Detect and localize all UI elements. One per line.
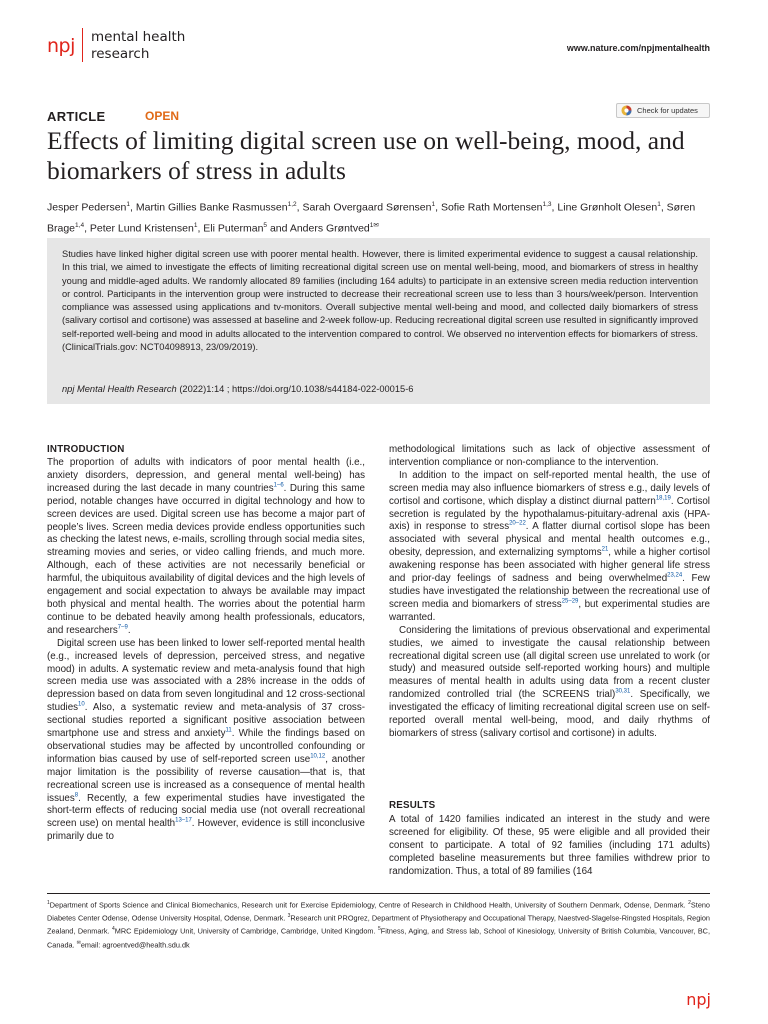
results-paragraph-1: A total of 1420 families indicated an interest in the study and were screened for eligibility. Of these, 95 were eligible and all provided their consent to participate. A total of 92 families (including 171 adults) completed baseline measurements but three families withdrew prior to randomization. Thus, a total of 89 families (164	[389, 814, 710, 877]
affiliation-text: MRC Epidemiology Unit, University of Cambridge, Cambridge, United Kingdom.	[114, 926, 378, 936]
author-affiliation: 1	[126, 201, 131, 208]
author-name[interactable]: Line Grønholt Olesen	[557, 201, 658, 214]
journal-name-line1: mental health	[91, 29, 186, 45]
affiliation-number: 1	[47, 900, 50, 906]
author-affiliation: 1,2	[287, 201, 297, 208]
intro-paragraph-3: In addition to the impact on self-reported mental health, the use of screen media may also influence biomarkers of stress e.g., daily levels of cortisol and cortisone, which display a distinct diurnal pattern$^{18,19}$. Cortisol secretion is regulated by the hypothalamus-pituitary-adrenal axis (HPA-axis) in response to stress$^{20-22}$. A flatter diurnal cortisol slope has been associated with several physical and mental health outcomes e.g., obesity, depression, and externalizing symptoms$^{21}$, while a higher cortisol awakening response has been associated with higher general life stress and prior-day feelings of sadness and being overwhelmed$^{23,24}$. Few studies have investigated the relationship between the recreational use of screen media and biomarkers of stress$^{25-29}$, but experimental studies are warranted.	[389, 469, 710, 623]
right-column	[389, 444, 710, 741]
intro-paragraph-4: Considering the limitations of previous observational and experimental studies, we aimed to investigate the causal relationship between recreational digital screen use (all digital screen use unrelated to work (or study) and measured outside self-reported working hours) and multiple measures of mental health in adults using data from a recent cluster randomized controlled trial (the SCREENS trial)$^{30,31}$. Specifically, we investigated the efficacy of limiting recreational digital screen use on self-reported overall mental well-being, mood, and daily rhythms of biomarkers of stress (salivary cortisol and cortisone) in adults.	[389, 624, 710, 739]
left-column	[47, 457, 365, 844]
check-for-updates-button[interactable]	[616, 103, 710, 118]
reference-citation[interactable]: 13–17	[175, 818, 192, 825]
abstract-text: Studies have linked higher digital screen use with poorer mental health. However, there is limited experimental evidence to suggest a causal relationship. In this trial, we aimed to investigate the effects of limiting recreational digital screen use on mental well-being, mood, and biomarkers of stress in healthy young and middle-aged adults. We randomly allocated 89 families (including 164 adults) to participate in an extensive screen media reduction intervention or control. Participants in the intervention group were instructed to decrease their recreational screen use to less than 3 hours/week/person. Intervention compliance was assessed using applications and tv-monitors. Overall subjective mental well-being and mood, and collected daily biomarkers of stress (salivary cortisol and cortisone) was assessed at baseline and 2-week follow-up. Reducing recreational digital screen use resulted in significantly improved self-reported well-being and mood in adults allocated to the intervention compared to control. We observed no intervention effects for biomarkers of stress. (ClinicalTrials.gov: NCT04098913, 23/09/2019).	[62, 249, 698, 353]
reference-citation[interactable]: 23,24	[667, 572, 683, 579]
reference-citation[interactable]: 10	[78, 701, 85, 708]
reference-citation[interactable]: 30,31	[615, 688, 631, 695]
article-type: ARTICLE	[47, 109, 106, 124]
reference-citation[interactable]: 7–9	[117, 624, 128, 631]
author-affiliation: 1,3	[542, 201, 552, 208]
author-name[interactable]: Anders Grøntved	[289, 222, 370, 234]
npj-logo: npj	[47, 35, 75, 57]
reference-citation[interactable]: 8	[74, 792, 79, 799]
author-name[interactable]: Jesper Pedersen	[47, 201, 127, 214]
affiliation-text: email: agroentved@health.sdu.dk	[80, 940, 190, 950]
citation-journal: npj Mental Health Research	[62, 384, 177, 394]
author-name[interactable]: Sofie Rath Mortensen	[440, 201, 543, 214]
affiliation-text: Steno Diabetes Center Odense, Odense University Hospital, Odense, Denmark.	[47, 900, 710, 923]
journal-name-line2: research	[91, 46, 150, 62]
results-column	[389, 814, 710, 879]
reference-citation[interactable]: 21	[601, 546, 609, 553]
author-affiliation: 1	[193, 221, 198, 229]
author-name[interactable]: Martin Gillies Banke Rasmussen	[135, 201, 288, 214]
author-affiliation: 1	[431, 201, 436, 208]
affiliation-text: Department of Sports Science and Clinical Biomechanics, Research unit for Exercise Epidemiology, Centre of Research in Childhood Health, University of Southern Denmark, Odense, Denmark.	[49, 900, 689, 910]
reference-citation[interactable]: 11	[225, 727, 232, 734]
citation-doi[interactable]: (2022)1:14 ; https://doi.org/10.1038/s44184-022-00015-6	[176, 384, 414, 394]
author-name[interactable]: Eli Puterman	[203, 222, 264, 234]
affiliation-number: 2	[688, 900, 691, 906]
author-affiliation: 1,4	[75, 221, 85, 229]
affiliations-footnote	[47, 898, 710, 951]
open-access-label: OPEN	[145, 109, 180, 123]
check-updates-label: Check for updates	[637, 106, 698, 115]
intro-paragraph-2-continued: methodological limitations such as lack of objective assessment of intervention compliance or non-compliance to the intervention.	[389, 444, 710, 468]
author-affiliation: 1✉	[369, 221, 379, 229]
check-updates-icon	[621, 105, 632, 116]
affiliation-number: 4	[111, 926, 115, 933]
author-name[interactable]: Peter Lund Kristensen	[89, 222, 194, 234]
journal-name	[91, 29, 185, 63]
affiliation-text: Research unit PROgrez, Department of Physiotherapy and Occupational Therapy, Naestved-Slagelse-Ringsted Hospitals, Region Zealand, Denmark.	[47, 913, 710, 936]
affiliation-number: 5	[377, 926, 381, 933]
reference-citation[interactable]: 10,12	[310, 753, 326, 760]
affiliation-text: Fitness, Aging, and Stress lab, School of Kinesiology, University of British Columbia, Vancouver, BC, Canada.	[47, 926, 710, 950]
reference-citation[interactable]: 1–6	[273, 482, 284, 489]
results-heading: RESULTS	[389, 800, 436, 811]
author-name[interactable]: Søren Brage	[47, 201, 696, 234]
intro-paragraph-2: Digital screen use has been linked to lower self-reported mental health (e.g., increased levels of depression, perceived stress, and negative mood) in adults. A systematic review and meta-analysis found that high screen media use was associated with a 28% increase in the odds of depression based on data from seven longitudinal and 12 cross-sectional studies$^{10}$. Also, a systematic review and meta-analysis of 37 cross-sectional studies reported a significant positive association between smartphone use and stress and anxiety$^{11}$. While the findings based on observational studies may be affected by uncontrolled confounding or information bias caused by use of self-reported screen use$^{10,12}$, another major limitation is the possibility of reverse causation—that is, that recreational screen use is increased as a consequence of mental health issues$^8$. Recently, a few experimental studies have investigated the short-term effects of reducing social media use (not overall recreational screen use) on mental health$^{13-17}$. However, evidence is still inconclusive primarily due to	[47, 637, 366, 843]
footer-npj-logo: npj	[686, 990, 711, 1009]
author-name[interactable]: Sarah Overgaard Sørensen	[302, 201, 432, 214]
affiliation-number: ✉	[76, 939, 81, 946]
citation-line	[62, 384, 413, 394]
journal-url[interactable]: www.nature.com/npjmentalhealth	[566, 43, 710, 53]
intro-paragraph-1: The proportion of adults with indicators of poor mental health (i.e., anxiety disorders, depression, and general mental well-being) has increased during the last decade in many countries$^{1-6}$. During this same period, notable changes have occurred in digital technology and how to screen devices are used. Digital screen use has become a major part of people’s lives. Screen media devices provide endless opportunities such as checking the latest news, e-mails, scrolling through social media sites, streaming movies and series, or video calling friends, and much more. Although, each of these activities are not necessarily beneficial or harmful, the ubiquitous availability of digital devices and the high levels of engagement and social expectation to always be available may impact both physical and mental health. The worries about the potential harm continue to be debated heavily among health professionals, educators, and researchers$^{7-9}$.	[47, 457, 365, 636]
reference-citation[interactable]: 25–29	[561, 598, 579, 605]
header-divider	[82, 28, 83, 62]
affiliation-number: 3	[287, 913, 291, 920]
introduction-heading: INTRODUCTION	[47, 444, 125, 455]
author-affiliation: 1	[657, 201, 661, 208]
author-list: Jesper Pedersen$^1$, Martin Gillies Banke Rasmussen$^{1,2}$, Sarah Overgaard Sørensen$^1$, Sofie Rath Mortensen$^{1,3}$, Line Grønholt Olesen$^1$, Søren Brage$^{1,4}$, Peter Lund Kristensen$^1$, Eli Puterman$^5$ and Anders Grøntved$^{1✉}$	[47, 201, 696, 234]
article-title: Effects of limiting digital screen use on well-being, mood, and biomarkers of stress in adults	[47, 126, 685, 185]
author-affiliation: 5	[263, 221, 268, 229]
reference-citation[interactable]: 20–22	[509, 521, 526, 528]
footnote-divider	[47, 893, 710, 894]
reference-citation[interactable]: 18,19	[655, 495, 671, 502]
